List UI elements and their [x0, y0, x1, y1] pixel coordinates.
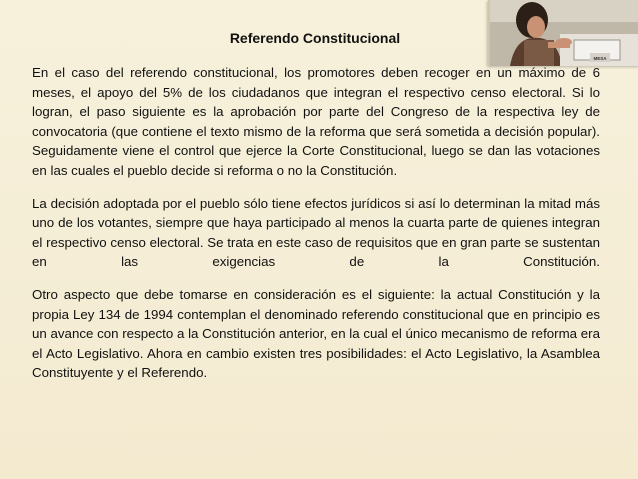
- voting-photo: [488, 0, 638, 66]
- photo-sign: MESA: [593, 56, 607, 61]
- slide-title: Referendo Constitucional: [229, 30, 401, 46]
- paragraph-1: En el caso del referendo constitucional, los promotores deben recoger en un máximo de 6 meses, el apoyo del 5% de los ciudadanos que integran el respectivo censo electoral. Si lo logran, el paso siguiente es la aprobación por parte del Congreso de la respectiva ley de convocatoria (que contiene el texto mismo de la reforma que será sometida a decisión popular). Seguidamente viene el control que ejerce la Corte Constitucional, luego se dan las votaciones en las cuales el pueblo decide si reforma o no la Constitución.: [32, 65, 600, 178]
- paragraph-3: Otro aspecto que debe tomarse en consideración es el siguiente: la actual Constitución y la propia Ley 134 de 1994 contemplan el denominado referendo constitucional que en principio es un avance con respecto a la Constitución anterior, en la cual el único mecanismo de reforma era el Acto Legislativo. Ahora en cambio existen tres posibilidades: el Acto Legislativo, la Asamblea Constituyente y el Referendo.: [32, 286, 600, 381]
- slide-body: [32, 63, 600, 396]
- paragraph-2: La decisión adoptada por el pueblo sólo tiene efectos jurídicos si así lo determinan la mitad más uno de los votantes, siempre que haya participado al menos la cuarta parte de quienes integran el respectivo censo electoral. Se trata en este caso de requisitos que en gran parte se sustentan en las exigencias de la Constitución.: [32, 195, 600, 270]
